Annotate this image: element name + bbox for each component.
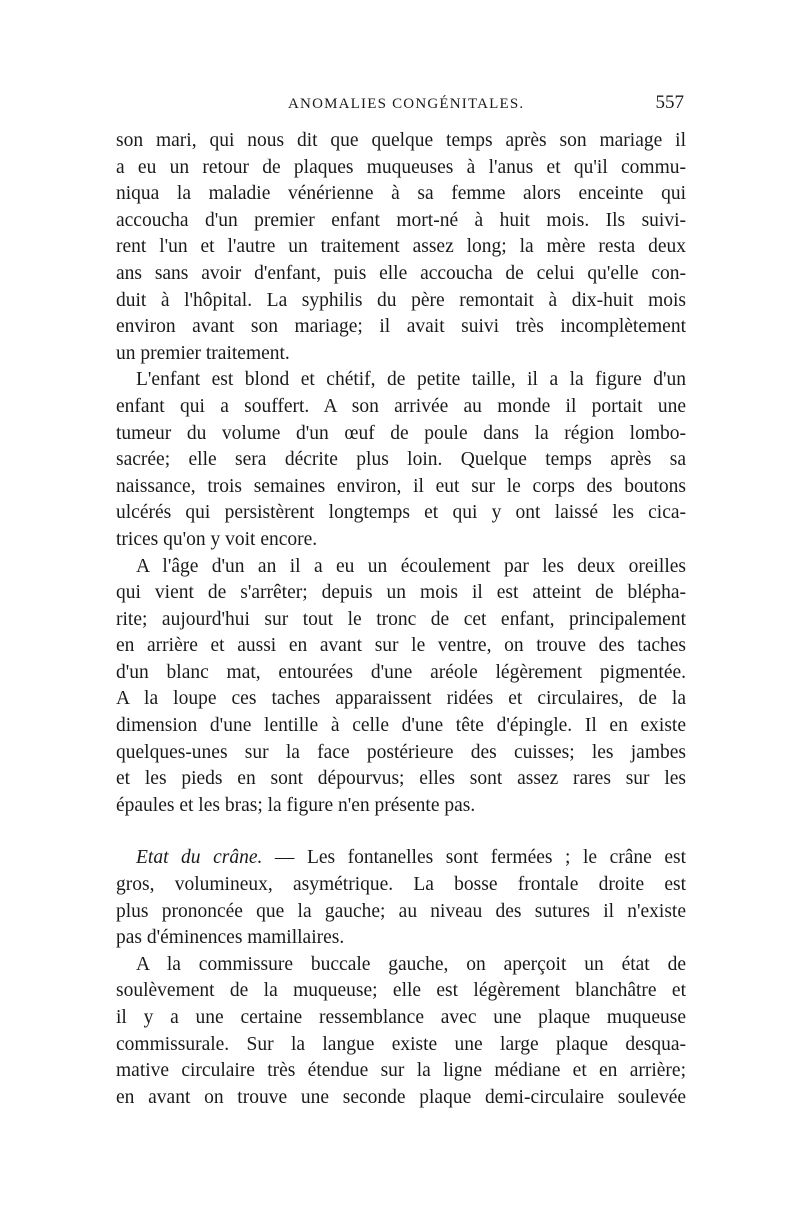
text-line: gros, volumineux, asymétrique. La bosse frontale droite est [116, 874, 686, 896]
text-line: accoucha d'un premier enfant mort-né à huit mois. Ils suivi- [116, 209, 686, 231]
text-run: — Les fontanelles sont fermées ; le crâne est [262, 847, 686, 869]
text-line: dimension d'une lentille à celle d'une tête d'épingle. Il en existe [116, 715, 686, 737]
text-line: soulèvement de la muqueuse; elle est légèrement blanchâtre et [116, 980, 686, 1002]
text-line: plus prononcée que la gauche; au niveau des sutures il n'existe [116, 900, 686, 922]
paragraph-2 [116, 367, 686, 553]
text-line: en arrière et aussi en avant sur le ventre, on trouve des taches [116, 635, 686, 657]
text-line: A la commissure buccale gauche, on aperçoit un état de [136, 953, 686, 975]
body-text [116, 128, 686, 1111]
text-line: rite; aujourd'hui sur tout le tronc de cet enfant, principalement [116, 608, 686, 630]
text-line: A la loupe ces taches apparaissent ridées et circulaires, de la [116, 688, 686, 710]
text-line: enfant qui a souffert. A son arrivée au monde il portait une [116, 395, 686, 417]
text-line: niqua la maladie vénérienne à sa femme alors enceinte qui [116, 183, 686, 205]
paragraph-1 [116, 128, 686, 367]
text-line: il y a une certaine ressemblance avec une plaque muqueuse [116, 1007, 686, 1028]
text-line: ans sans avoir d'enfant, puis elle accoucha de celui qu'elle con- [116, 262, 686, 284]
section-gap [116, 819, 686, 845]
paragraph-3 [116, 554, 686, 820]
text-line: environ avant son mariage; il avait suivi très incomplètement [116, 316, 686, 338]
text-line: qui vient de s'arrêter; depuis un mois il est atteint de blépha- [116, 582, 686, 604]
text-line: en avant on trouve une seconde plaque demi-circulaire soulevée [116, 1086, 686, 1108]
text-line: d'un blanc mat, entourées d'une aréole légèrement pigmentée. [116, 661, 686, 683]
text-line: L'enfant est blond et chétif, de petite taille, il a la figure d'un [136, 369, 686, 391]
paragraph-etat-du-crane [116, 845, 686, 951]
text-line: trices qu'on y voit encore. [116, 528, 318, 550]
text-line: épaules et les bras; la figure n'en présente pas. [116, 794, 476, 816]
text-line: a eu un retour de plaques muqueuses à l'anus et qu'il commu- [116, 156, 686, 178]
text-line: duit à l'hôpital. La syphilis du père remontait à dix-huit mois [116, 289, 686, 311]
text-line: A l'âge d'un an il a eu un écoulement par les deux oreilles [136, 555, 686, 577]
text-line: naissance, trois semaines environ, il eut sur le corps des boutons [116, 475, 686, 497]
text-line: tumeur du volume d'un œuf de poule dans la région lombo- [116, 422, 686, 444]
text-line: et les pieds en sont dépourvus; elles sont assez rares sur les [116, 768, 686, 790]
page-number: 557 [655, 92, 684, 113]
text-line: commissurale. Sur la langue existe une large plaque desqua- [116, 1033, 686, 1055]
text-line: mative circulaire très étendue sur la ligne médiane et en arrière; [116, 1060, 686, 1082]
text-line: rent l'un et l'autre un traitement assez long; la mère resta deux [116, 236, 686, 258]
text-line: sacrée; elle sera décrite plus loin. Quelque temps après sa [116, 449, 686, 471]
section-heading: Etat du crâne. [136, 847, 263, 869]
page-header [116, 92, 686, 122]
text-line: pas d'éminences mamillaires. [116, 927, 345, 949]
text-line [116, 845, 686, 872]
paragraph-5 [116, 952, 686, 1112]
text-line: ulcérés qui persistèrent longtemps et qui y ont laissé les cica- [116, 502, 686, 524]
text-line: un premier traitement. [116, 342, 290, 364]
text-line: son mari, qui nous dit que quelque temps après son mariage il [116, 130, 686, 151]
running-title: ANOMALIES CONGÉNITALES. [288, 96, 525, 112]
text-line: quelques-unes sur la face postérieure des cuisses; les jambes [116, 741, 686, 763]
